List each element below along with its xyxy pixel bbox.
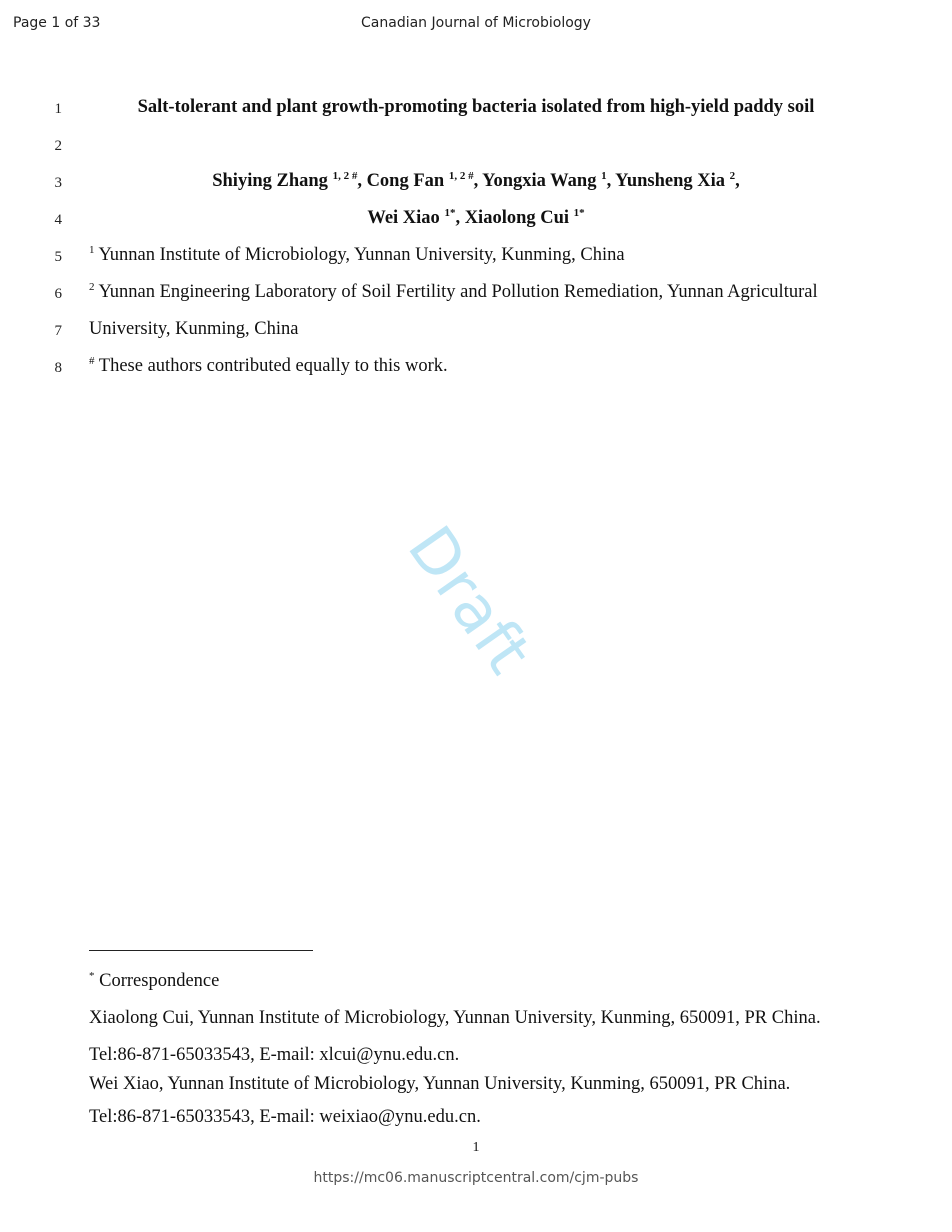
line-number: 3 <box>54 175 62 191</box>
correspondence-line: Tel:86-871-65033543, E-mail: weixiao@ynu.edu.cn. <box>89 1107 481 1127</box>
author-name: Xiaolong Cui <box>464 208 570 228</box>
affiliation-mark: 1 <box>89 244 95 256</box>
paper-title: Salt-tolerant and plant growth-promoting bacteria isolated from high-yield paddy soil <box>137 97 815 117</box>
correspondence-text: Correspondence <box>94 971 220 991</box>
correspondence-line: Wei Xiao, Yunnan Institute of Microbiology, Yunnan University, Kunming, 650091, PR China. <box>89 1074 791 1094</box>
author-affiliation-mark: 1, 2 # <box>332 170 358 182</box>
equal-contribution-note <box>89 356 448 377</box>
author-name: Yongxia Wang <box>482 171 597 191</box>
correspondence-label <box>89 971 219 992</box>
affiliation-1 <box>89 245 625 266</box>
page-number: 1 <box>472 1140 480 1155</box>
author-separator: , <box>735 171 740 191</box>
correspondence-mark: * <box>89 970 95 982</box>
affiliation-2 <box>89 282 818 303</box>
author-separator: , <box>473 171 483 191</box>
author-name: Wei Xiao <box>367 208 440 228</box>
correspondence-line: Xiaolong Cui, Yunnan Institute of Microbiology, Yunnan University, Kunming, 650091, PR China. <box>89 1008 821 1028</box>
author-affiliation-mark: 1* <box>573 207 585 219</box>
draft-watermark: Draft <box>393 513 547 687</box>
author-affiliation-mark: 1, 2 # <box>448 170 474 182</box>
author-affiliation-mark: 1* <box>444 207 456 219</box>
line-number: 6 <box>54 286 62 302</box>
line-number: 8 <box>54 360 62 376</box>
page-count: Page 1 of 33 <box>13 15 101 31</box>
equal-contribution-text: These authors contributed equally to this work. <box>94 356 448 376</box>
author-line-1 <box>0 171 952 192</box>
line-number: 4 <box>54 212 62 228</box>
correspondence-line: Tel:86-871-65033543, E-mail: xlcui@ynu.edu.cn. <box>89 1045 460 1065</box>
footer-url[interactable]: https://mc06.manuscriptcentral.com/cjm-pubs <box>313 1170 639 1186</box>
line-number: 5 <box>54 249 62 265</box>
journal-name: Canadian Journal of Microbiology <box>361 15 591 31</box>
footnote-divider <box>89 950 313 951</box>
line-number: 7 <box>54 323 62 339</box>
author-affiliation-mark: 2 <box>729 170 736 182</box>
author-separator: , <box>455 208 465 228</box>
equal-contribution-mark: # <box>89 355 95 367</box>
author-name: Shiying Zhang <box>212 171 328 191</box>
line-number: 2 <box>54 138 62 154</box>
author-name: Yunsheng Xia <box>615 171 726 191</box>
author-name: Cong Fan <box>366 171 445 191</box>
affiliation-2-continued: University, Kunming, China <box>89 319 299 339</box>
author-separator: , <box>357 171 367 191</box>
line-number: 1 <box>54 101 62 117</box>
affiliation-text: Yunnan Engineering Laboratory of Soil Fertility and Pollution Remediation, Yunnan Agricultural <box>94 282 818 302</box>
affiliation-text: Yunnan Institute of Microbiology, Yunnan University, Kunming, China <box>94 245 625 265</box>
author-line-2 <box>0 208 952 229</box>
author-affiliation-mark: 1 <box>601 170 607 182</box>
affiliation-mark: 2 <box>89 281 95 293</box>
author-separator: , <box>606 171 616 191</box>
